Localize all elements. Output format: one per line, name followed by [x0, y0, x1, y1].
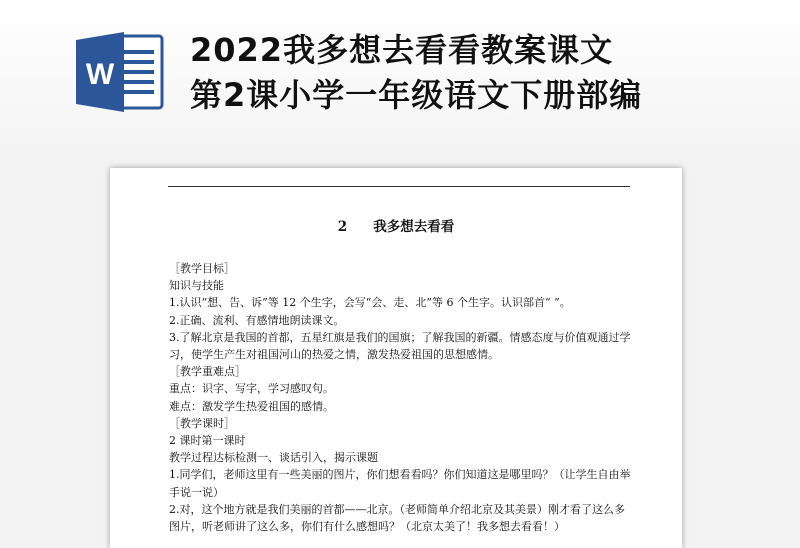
document-page [110, 168, 682, 548]
text-line: ［教学课时］ [169, 416, 235, 430]
text-line: 重点：识字、写字，学习感叹句。 [169, 382, 334, 396]
text-line: ［教学重难点］ [169, 365, 246, 379]
document-body [169, 260, 631, 535]
header-rule [168, 186, 630, 187]
text-line: 2.对，这个地方就是我们美丽的首都——北京。（老师简单介绍北京及其美景）刚才看了这么多图片，听老师讲了这么多，你们有什么感想吗？（北京太美了！我多想去看看！） [169, 502, 625, 534]
text-line: 1.同学们，老师这里有一些美丽的图片，你们想看看吗？你们知道这是哪里吗？（让学生自由举手说一说） [169, 468, 631, 499]
text-line: 2.正确、流利、有感情地朗读课文。 [169, 313, 345, 327]
title-line-1: 2022我多想去看看教案课文 [190, 31, 614, 69]
text-line: 1.认识“想、告、诉”等 12 个生字，会写“会、走、北”等 6 个生字。认识部首“ ”。 [169, 296, 571, 310]
lesson-number: 2 [337, 219, 348, 235]
page-title [190, 28, 790, 118]
lesson-title: 我多想去看看 [373, 219, 455, 235]
header-banner [0, 0, 800, 150]
text-line: 教学过程达标检测一、谈话引入，揭示课题 [169, 451, 378, 465]
text-line: 2 课时第一课时 [169, 434, 246, 448]
text-line: 3.了解北京是我国的首都，五星红旗是我们的国旗；了解我国的新疆。情感态度与价值观通过学习，使学生产生对祖国河山的热爱之情，激发热爱祖国的思想感情。 [169, 330, 631, 362]
title-line-2: 第2课小学一年级语文下册部编 [190, 76, 643, 114]
word-icon-letter: W [85, 58, 115, 91]
text-line: 知识与技能 [169, 279, 224, 293]
word-document-icon [76, 30, 164, 114]
lesson-heading [110, 215, 682, 235]
text-line: ［教学目标］ [169, 262, 235, 275]
text-line: 难点：激发学生热爱祖国的感情。 [169, 399, 334, 413]
